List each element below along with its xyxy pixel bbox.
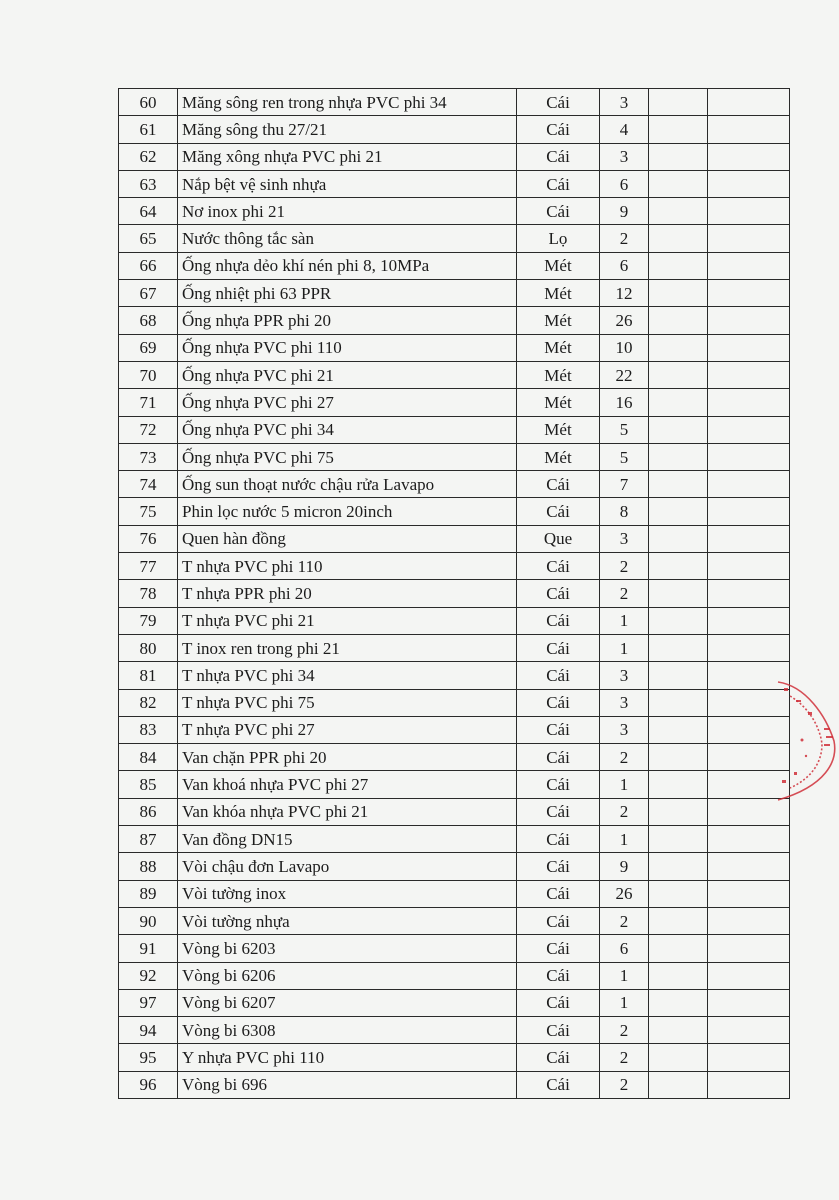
item-name: Van khoá nhựa PVC phi 27 xyxy=(178,771,517,798)
item-quantity: 3 xyxy=(600,689,649,716)
item-unit: Cái xyxy=(517,689,600,716)
materials-table-body xyxy=(119,89,790,1099)
item-unit: Cái xyxy=(517,580,600,607)
table-row xyxy=(119,443,790,470)
item-quantity: 6 xyxy=(600,252,649,279)
row-number: 79 xyxy=(119,607,178,634)
item-quantity: 2 xyxy=(600,1044,649,1071)
item-quantity: 2 xyxy=(600,907,649,934)
item-name: Ống nhựa PVC phi 21 xyxy=(178,361,517,388)
empty-cell xyxy=(649,389,708,416)
empty-cell xyxy=(649,1017,708,1044)
item-unit: Cái xyxy=(517,170,600,197)
row-number: 74 xyxy=(119,471,178,498)
table-row xyxy=(119,935,790,962)
red-seal-stamp xyxy=(776,676,839,806)
empty-cell xyxy=(649,361,708,388)
empty-cell xyxy=(708,471,790,498)
table-row xyxy=(119,416,790,443)
empty-cell xyxy=(649,498,708,525)
row-number: 84 xyxy=(119,744,178,771)
item-unit: Lọ xyxy=(517,225,600,252)
item-name: T nhựa PVC phi 34 xyxy=(178,662,517,689)
empty-cell xyxy=(708,880,790,907)
table-row xyxy=(119,744,790,771)
row-number: 87 xyxy=(119,826,178,853)
table-row xyxy=(119,826,790,853)
item-name: Vòi chậu đơn Lavapo xyxy=(178,853,517,880)
table-row xyxy=(119,689,790,716)
item-quantity: 3 xyxy=(600,89,649,116)
empty-cell xyxy=(649,689,708,716)
empty-cell xyxy=(708,935,790,962)
row-number: 61 xyxy=(119,116,178,143)
item-name: Y nhựa PVC phi 110 xyxy=(178,1044,517,1071)
item-quantity: 26 xyxy=(600,880,649,907)
item-unit: Cái xyxy=(517,198,600,225)
item-quantity: 1 xyxy=(600,826,649,853)
item-unit: Cái xyxy=(517,716,600,743)
empty-cell xyxy=(708,525,790,552)
materials-table xyxy=(118,88,790,1099)
row-number: 82 xyxy=(119,689,178,716)
item-unit: Cái xyxy=(517,744,600,771)
item-unit: Cái xyxy=(517,962,600,989)
table-row xyxy=(119,170,790,197)
empty-cell xyxy=(708,170,790,197)
table-row xyxy=(119,716,790,743)
row-number: 89 xyxy=(119,880,178,907)
table-row xyxy=(119,252,790,279)
item-quantity: 1 xyxy=(600,989,649,1016)
empty-cell xyxy=(708,280,790,307)
item-quantity: 2 xyxy=(600,1071,649,1098)
row-number: 85 xyxy=(119,771,178,798)
item-name: Nước thông tắc sàn xyxy=(178,225,517,252)
table-row xyxy=(119,580,790,607)
item-unit: Cái xyxy=(517,607,600,634)
item-unit: Cái xyxy=(517,1017,600,1044)
row-number: 90 xyxy=(119,907,178,934)
row-number: 64 xyxy=(119,198,178,225)
item-quantity: 2 xyxy=(600,1017,649,1044)
item-quantity: 2 xyxy=(600,580,649,607)
empty-cell xyxy=(708,907,790,934)
item-unit: Cái xyxy=(517,634,600,661)
table-row xyxy=(119,225,790,252)
row-number: 68 xyxy=(119,307,178,334)
item-unit: Mét xyxy=(517,389,600,416)
empty-cell xyxy=(649,1071,708,1098)
row-number: 97 xyxy=(119,989,178,1016)
item-name: Vòng bi 6203 xyxy=(178,935,517,962)
item-quantity: 3 xyxy=(600,716,649,743)
table-row xyxy=(119,607,790,634)
item-name: Vòi tường inox xyxy=(178,880,517,907)
item-unit: Mét xyxy=(517,361,600,388)
table-row xyxy=(119,471,790,498)
empty-cell xyxy=(708,89,790,116)
empty-cell xyxy=(649,662,708,689)
row-number: 69 xyxy=(119,334,178,361)
empty-cell xyxy=(649,1044,708,1071)
empty-cell xyxy=(649,143,708,170)
table-row xyxy=(119,880,790,907)
item-quantity: 9 xyxy=(600,853,649,880)
item-unit: Cái xyxy=(517,935,600,962)
row-number: 71 xyxy=(119,389,178,416)
item-unit: Cái xyxy=(517,498,600,525)
item-quantity: 2 xyxy=(600,798,649,825)
item-unit: Cái xyxy=(517,143,600,170)
empty-cell xyxy=(649,198,708,225)
row-number: 77 xyxy=(119,553,178,580)
item-name: T nhựa PVC phi 110 xyxy=(178,553,517,580)
item-unit: Cái xyxy=(517,826,600,853)
item-quantity: 3 xyxy=(600,662,649,689)
empty-cell xyxy=(708,198,790,225)
empty-cell xyxy=(649,607,708,634)
empty-cell xyxy=(649,935,708,962)
empty-cell xyxy=(649,744,708,771)
table-row xyxy=(119,116,790,143)
item-quantity: 2 xyxy=(600,744,649,771)
empty-cell xyxy=(649,525,708,552)
item-unit: Mét xyxy=(517,416,600,443)
item-unit: Cái xyxy=(517,771,600,798)
empty-cell xyxy=(708,607,790,634)
table-row xyxy=(119,143,790,170)
empty-cell xyxy=(708,498,790,525)
row-number: 65 xyxy=(119,225,178,252)
item-quantity: 26 xyxy=(600,307,649,334)
row-number: 88 xyxy=(119,853,178,880)
item-name: Phin lọc nước 5 micron 20inch xyxy=(178,498,517,525)
empty-cell xyxy=(708,989,790,1016)
empty-cell xyxy=(649,553,708,580)
empty-cell xyxy=(649,962,708,989)
item-name: Vòng bi 6308 xyxy=(178,1017,517,1044)
item-name: T nhựa PPR phi 20 xyxy=(178,580,517,607)
empty-cell xyxy=(649,880,708,907)
item-name: Quen hàn đồng xyxy=(178,525,517,552)
table-row xyxy=(119,498,790,525)
empty-cell xyxy=(649,89,708,116)
empty-cell xyxy=(708,389,790,416)
item-name: Ống sun thoạt nước chậu rửa Lavapo xyxy=(178,471,517,498)
row-number: 72 xyxy=(119,416,178,443)
empty-cell xyxy=(708,443,790,470)
empty-cell xyxy=(649,334,708,361)
item-name: Măng sông ren trong nhựa PVC phi 34 xyxy=(178,89,517,116)
item-unit: Que xyxy=(517,525,600,552)
item-quantity: 6 xyxy=(600,935,649,962)
row-number: 76 xyxy=(119,525,178,552)
row-number: 92 xyxy=(119,962,178,989)
item-quantity: 3 xyxy=(600,143,649,170)
item-name: Ống nhựa PVC phi 75 xyxy=(178,443,517,470)
item-quantity: 1 xyxy=(600,607,649,634)
empty-cell xyxy=(708,116,790,143)
empty-cell xyxy=(649,907,708,934)
empty-cell xyxy=(708,307,790,334)
empty-cell xyxy=(649,225,708,252)
item-quantity: 12 xyxy=(600,280,649,307)
item-name: Van chặn PPR phi 20 xyxy=(178,744,517,771)
table-row xyxy=(119,1017,790,1044)
item-quantity: 16 xyxy=(600,389,649,416)
table-row xyxy=(119,525,790,552)
item-quantity: 6 xyxy=(600,170,649,197)
table-row xyxy=(119,198,790,225)
item-name: Van khóa nhựa PVC phi 21 xyxy=(178,798,517,825)
item-name: Vòi tường nhựa xyxy=(178,907,517,934)
row-number: 75 xyxy=(119,498,178,525)
table-row xyxy=(119,89,790,116)
item-unit: Cái xyxy=(517,662,600,689)
row-number: 63 xyxy=(119,170,178,197)
empty-cell xyxy=(708,225,790,252)
empty-cell xyxy=(708,334,790,361)
item-unit: Cái xyxy=(517,1044,600,1071)
item-unit: Mét xyxy=(517,280,600,307)
item-unit: Cái xyxy=(517,853,600,880)
item-quantity: 2 xyxy=(600,553,649,580)
row-number: 66 xyxy=(119,252,178,279)
row-number: 86 xyxy=(119,798,178,825)
empty-cell xyxy=(708,361,790,388)
item-unit: Cái xyxy=(517,907,600,934)
table-row xyxy=(119,1044,790,1071)
item-unit: Cái xyxy=(517,471,600,498)
item-name: T nhựa PVC phi 21 xyxy=(178,607,517,634)
item-name: Van đồng DN15 xyxy=(178,826,517,853)
item-quantity: 10 xyxy=(600,334,649,361)
row-number: 96 xyxy=(119,1071,178,1098)
table-row xyxy=(119,989,790,1016)
row-number: 73 xyxy=(119,443,178,470)
item-unit: Mét xyxy=(517,307,600,334)
item-quantity: 8 xyxy=(600,498,649,525)
table-row xyxy=(119,798,790,825)
empty-cell xyxy=(708,416,790,443)
item-name: Ống nhựa PVC phi 34 xyxy=(178,416,517,443)
empty-cell xyxy=(649,634,708,661)
empty-cell xyxy=(649,416,708,443)
item-quantity: 5 xyxy=(600,443,649,470)
empty-cell xyxy=(708,962,790,989)
item-unit: Mét xyxy=(517,334,600,361)
item-quantity: 22 xyxy=(600,361,649,388)
item-name: Nơ inox phi 21 xyxy=(178,198,517,225)
table-row xyxy=(119,634,790,661)
empty-cell xyxy=(708,634,790,661)
item-name: Ống nhựa dẻo khí nén phi 8, 10MPa xyxy=(178,252,517,279)
empty-cell xyxy=(649,853,708,880)
row-number: 60 xyxy=(119,89,178,116)
empty-cell xyxy=(649,798,708,825)
empty-cell xyxy=(708,143,790,170)
table-row xyxy=(119,962,790,989)
item-name: Măng sông thu 27/21 xyxy=(178,116,517,143)
table-row xyxy=(119,1071,790,1098)
item-unit: Cái xyxy=(517,989,600,1016)
item-quantity: 7 xyxy=(600,471,649,498)
row-number: 70 xyxy=(119,361,178,388)
item-quantity: 4 xyxy=(600,116,649,143)
empty-cell xyxy=(649,170,708,197)
row-number: 94 xyxy=(119,1017,178,1044)
item-name: Vòng bi 6207 xyxy=(178,989,517,1016)
item-quantity: 5 xyxy=(600,416,649,443)
row-number: 62 xyxy=(119,143,178,170)
table-row xyxy=(119,307,790,334)
item-name: Ống nhựa PVC phi 110 xyxy=(178,334,517,361)
item-name: Ống nhựa PVC phi 27 xyxy=(178,389,517,416)
row-number: 95 xyxy=(119,1044,178,1071)
item-quantity: 2 xyxy=(600,225,649,252)
row-number: 80 xyxy=(119,634,178,661)
item-name: Vòng bi 696 xyxy=(178,1071,517,1098)
item-unit: Cái xyxy=(517,553,600,580)
item-name: T inox ren trong phi 21 xyxy=(178,634,517,661)
table-row xyxy=(119,280,790,307)
empty-cell xyxy=(649,771,708,798)
item-unit: Mét xyxy=(517,443,600,470)
row-number: 81 xyxy=(119,662,178,689)
item-quantity: 9 xyxy=(600,198,649,225)
item-name: Vòng bi 6206 xyxy=(178,962,517,989)
empty-cell xyxy=(708,252,790,279)
empty-cell xyxy=(649,989,708,1016)
item-unit: Cái xyxy=(517,116,600,143)
item-quantity: 1 xyxy=(600,771,649,798)
item-name: Nắp bệt vệ sinh nhựa xyxy=(178,170,517,197)
empty-cell xyxy=(649,826,708,853)
item-quantity: 1 xyxy=(600,634,649,661)
table-row xyxy=(119,771,790,798)
empty-cell xyxy=(708,1017,790,1044)
item-quantity: 3 xyxy=(600,525,649,552)
empty-cell xyxy=(649,252,708,279)
table-row xyxy=(119,553,790,580)
empty-cell xyxy=(708,553,790,580)
item-unit: Cái xyxy=(517,1071,600,1098)
row-number: 67 xyxy=(119,280,178,307)
item-unit: Cái xyxy=(517,89,600,116)
item-name: T nhựa PVC phi 27 xyxy=(178,716,517,743)
row-number: 83 xyxy=(119,716,178,743)
table-row xyxy=(119,334,790,361)
item-name: Ống nhựa PPR phi 20 xyxy=(178,307,517,334)
item-unit: Cái xyxy=(517,880,600,907)
empty-cell xyxy=(708,1071,790,1098)
table-row xyxy=(119,853,790,880)
item-unit: Mét xyxy=(517,252,600,279)
row-number: 78 xyxy=(119,580,178,607)
empty-cell xyxy=(708,1044,790,1071)
empty-cell xyxy=(649,580,708,607)
table-row xyxy=(119,389,790,416)
empty-cell xyxy=(649,443,708,470)
empty-cell xyxy=(649,116,708,143)
row-number: 91 xyxy=(119,935,178,962)
empty-cell xyxy=(649,307,708,334)
table-row xyxy=(119,361,790,388)
item-quantity: 1 xyxy=(600,962,649,989)
empty-cell xyxy=(649,716,708,743)
item-unit: Cái xyxy=(517,798,600,825)
item-name: Măng xông nhựa PVC phi 21 xyxy=(178,143,517,170)
table-row xyxy=(119,907,790,934)
empty-cell xyxy=(649,280,708,307)
item-name: T nhựa PVC phi 75 xyxy=(178,689,517,716)
table-row xyxy=(119,662,790,689)
empty-cell xyxy=(649,471,708,498)
empty-cell xyxy=(708,580,790,607)
empty-cell xyxy=(708,853,790,880)
empty-cell xyxy=(708,826,790,853)
item-name: Ống nhiệt phi 63 PPR xyxy=(178,280,517,307)
